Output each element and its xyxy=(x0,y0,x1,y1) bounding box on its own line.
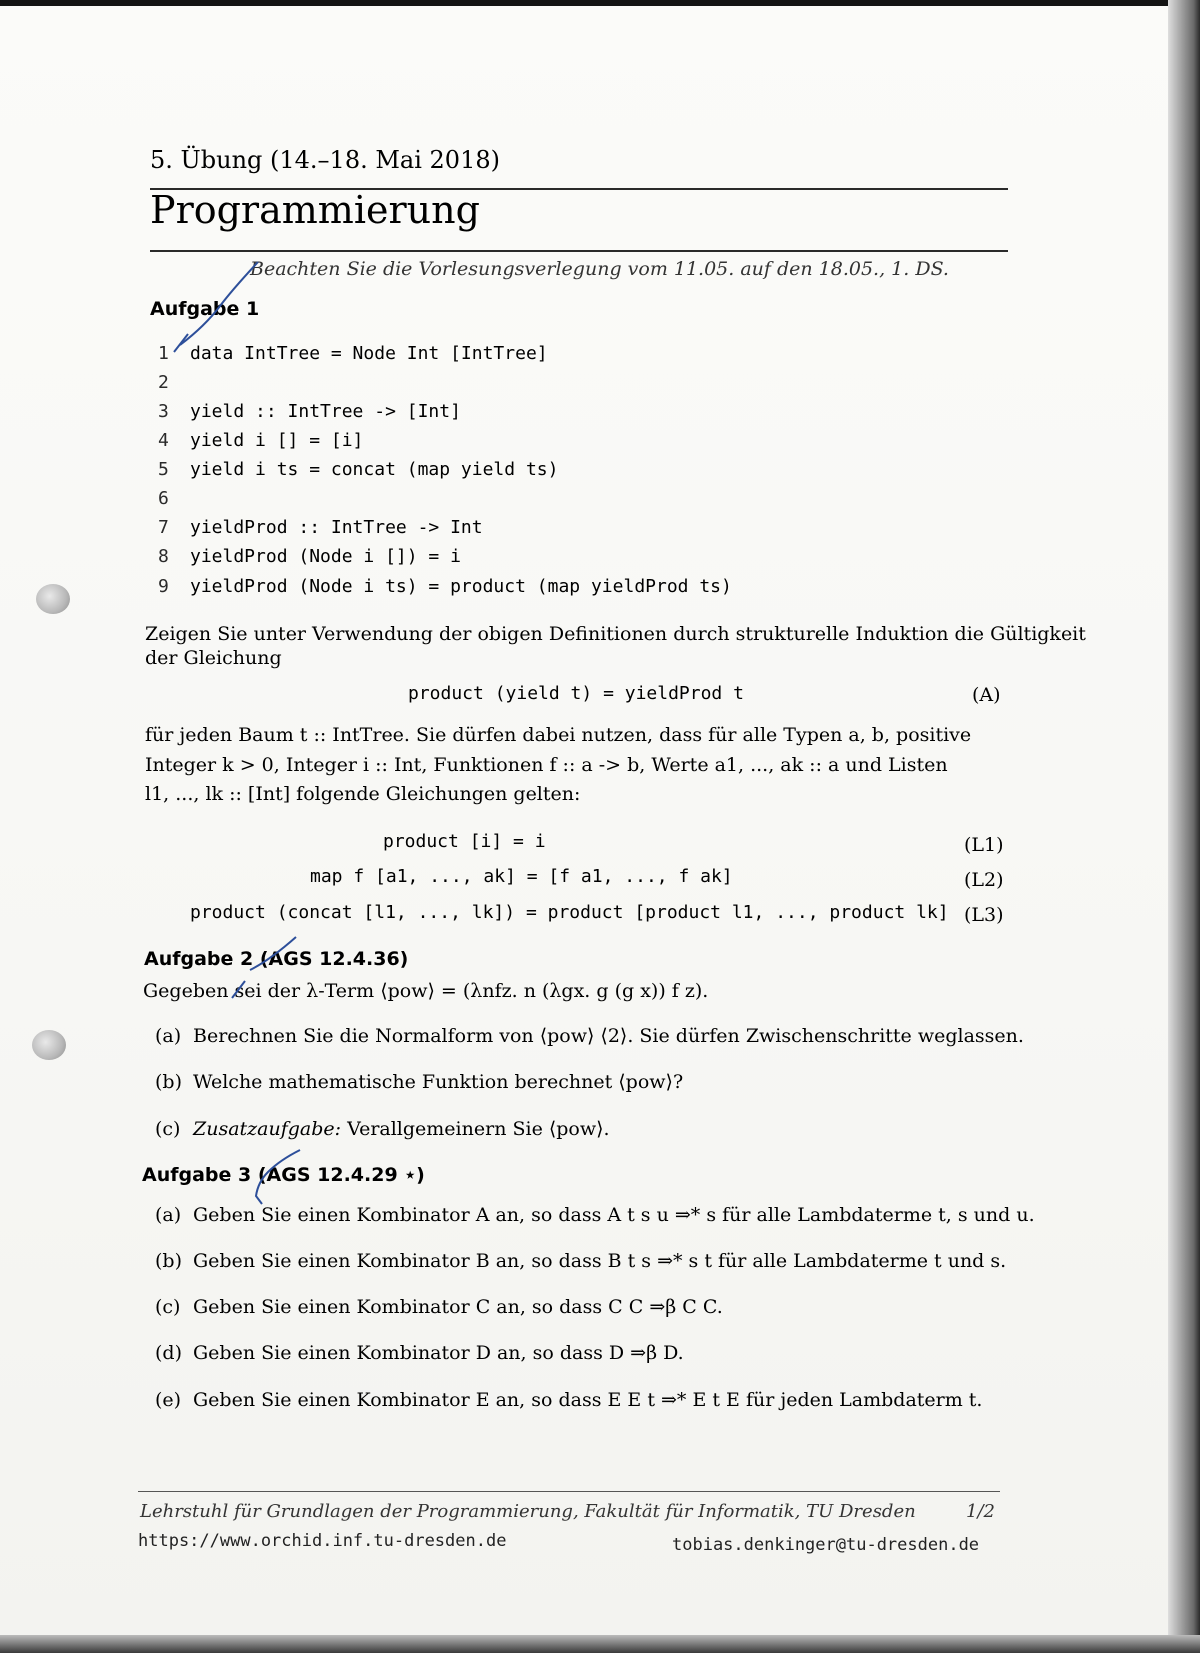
task1-text-line3: l1, ..., lk :: [Int] folgende Gleichungen gelten: xyxy=(145,783,581,805)
line-number: 7 xyxy=(158,517,169,538)
footer-page-number: 1/2 xyxy=(966,1501,995,1522)
item-emphasis: Zusatzaufgabe: xyxy=(193,1118,342,1140)
task3-item-b xyxy=(155,1250,1006,1272)
equation-A: product (yield t) = yieldProd t xyxy=(408,683,744,704)
code-line xyxy=(158,488,190,509)
punch-hole-lower xyxy=(32,1030,66,1060)
code-text: yield i [] = [i] xyxy=(190,430,364,451)
task2-item-a xyxy=(155,1025,1024,1047)
course-title: Programmierung xyxy=(150,188,480,232)
equation-A-label: (A) xyxy=(972,684,1001,706)
footer-chair: Lehrstuhl für Grundlagen der Programmierung, Fakultät für Informatik, TU Dresden xyxy=(140,1501,916,1522)
equation-L3-label: (L3) xyxy=(964,904,1004,926)
code-line xyxy=(158,343,548,364)
line-number: 2 xyxy=(158,372,169,393)
exercise-session-header: 5. Übung (14.–18. Mai 2018) xyxy=(150,146,500,174)
item-label: (d) xyxy=(155,1342,182,1364)
item-text: Geben Sie einen Kombinator A an, so dass A t s u ⇒* s für alle Lambdaterme t, s und u. xyxy=(193,1204,1035,1226)
code-line xyxy=(158,546,461,567)
line-number: 9 xyxy=(158,576,169,597)
task3-heading: Aufgabe 3 (AGS 12.4.29 ⋆) xyxy=(142,1164,425,1186)
line-number: 3 xyxy=(158,401,169,422)
equation-L2-label: (L2) xyxy=(964,869,1004,891)
task2-heading: Aufgabe 2 (AGS 12.4.36) xyxy=(144,948,409,970)
equation-L1-label: (L1) xyxy=(964,834,1004,856)
scan-shadow-right xyxy=(1168,0,1200,1653)
task1-heading: Aufgabe 1 xyxy=(150,298,260,320)
code-line xyxy=(158,401,461,422)
item-label: (b) xyxy=(155,1071,182,1093)
code-text: yieldProd (Node i ts) = product (map yieldProd ts) xyxy=(190,576,732,597)
line-number: 4 xyxy=(158,430,169,451)
footer-email: tobias.denkinger@tu-dresden.de xyxy=(672,1535,980,1555)
task1-text-line2: Integer k > 0, Integer i :: Int, Funktionen f :: a -> b, Werte a1, ..., ak :: a und Listen xyxy=(145,754,948,776)
task3-item-a xyxy=(155,1204,1035,1226)
task3-item-c xyxy=(155,1296,723,1318)
equation-L2: map f [a1, ..., ak] = [f a1, ..., f ak] xyxy=(310,866,733,887)
item-text: Geben Sie einen Kombinator E an, so dass E E t ⇒* E t E für jeden Lambdaterm t. xyxy=(193,1389,983,1411)
task1-text-line1: für jeden Baum t :: IntTree. Sie dürfen dabei nutzen, dass für alle Typen a, b, positive xyxy=(145,724,972,746)
task1-intro-line2: der Gleichung xyxy=(145,647,282,669)
code-line xyxy=(158,576,732,597)
item-label: (a) xyxy=(155,1204,182,1226)
line-number: 1 xyxy=(158,343,169,364)
footer-rule xyxy=(138,1491,1000,1492)
task2-intro: Gegeben sei der λ-Term ⟨pow⟩ = (λnfz. n (λgx. g (g x)) f z). xyxy=(143,980,709,1002)
code-text: yield :: IntTree -> [Int] xyxy=(190,401,461,422)
punch-hole-upper xyxy=(36,584,70,614)
code-line xyxy=(158,430,363,451)
code-line xyxy=(158,517,483,538)
item-text: Geben Sie einen Kombinator B an, so dass B t s ⇒* s t für alle Lambdaterme t und s. xyxy=(193,1250,1007,1272)
item-label: (c) xyxy=(155,1296,181,1318)
item-text: Geben Sie einen Kombinator C an, so dass C C ⇒β C C. xyxy=(193,1296,723,1318)
line-number: 8 xyxy=(158,546,169,567)
task3-item-e xyxy=(155,1389,982,1411)
task1-intro-line1: Zeigen Sie unter Verwendung der obigen Definitionen durch strukturelle Induktion die Gültigkeit xyxy=(145,623,1086,645)
item-text: Verallgemeinern Sie ⟨pow⟩. xyxy=(341,1118,610,1140)
item-text: Geben Sie einen Kombinator D an, so dass D ⇒β D. xyxy=(193,1342,684,1364)
code-line xyxy=(158,459,558,480)
item-label: (a) xyxy=(155,1025,182,1047)
footer-url: https://www.orchid.inf.tu-dresden.de xyxy=(138,1531,507,1551)
item-label: (c) xyxy=(155,1118,181,1140)
item-text: Welche mathematische Funktion berechnet ⟨pow⟩? xyxy=(193,1071,684,1093)
item-label: (e) xyxy=(155,1389,182,1411)
task2-item-b xyxy=(155,1071,683,1093)
equation-L3: product (concat [l1, ..., lk]) = product [product l1, ..., product lk] xyxy=(190,902,949,923)
task3-item-d xyxy=(155,1342,684,1364)
item-label: (b) xyxy=(155,1250,182,1272)
lecture-note: Beachten Sie die Vorlesungsverlegung vom 11.05. auf den 18.05., 1. DS. xyxy=(250,258,949,280)
code-text: yieldProd (Node i []) = i xyxy=(190,546,461,567)
scan-shadow-bottom xyxy=(0,1635,1200,1653)
task2-item-c xyxy=(155,1118,610,1140)
header-rule-bottom xyxy=(150,250,1008,252)
line-number: 5 xyxy=(158,459,169,480)
line-number: 6 xyxy=(158,488,169,509)
code-text: data IntTree = Node Int [IntTree] xyxy=(190,343,548,364)
code-line xyxy=(158,372,190,393)
code-text: yield i ts = concat (map yield ts) xyxy=(190,459,559,480)
equation-L1: product [i] = i xyxy=(383,831,546,852)
item-text: Berechnen Sie die Normalform von ⟨pow⟩ ⟨2⟩. Sie dürfen Zwischenschritte weglassen. xyxy=(193,1025,1024,1047)
code-text: yieldProd :: IntTree -> Int xyxy=(190,517,483,538)
